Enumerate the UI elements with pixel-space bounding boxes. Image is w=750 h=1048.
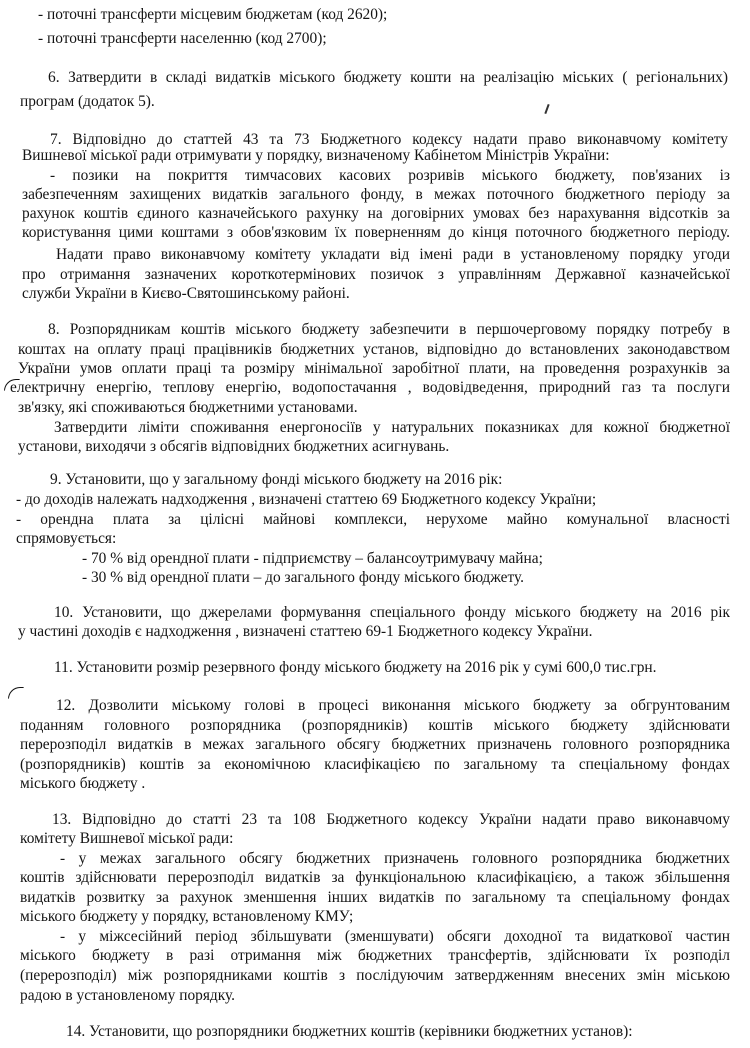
paragraph-line: міського бюджету .: [20, 775, 146, 792]
paragraph-line: Надати право виконавчому комітету укладати від імені ради в установленому порядку угоди: [56, 246, 730, 263]
paragraph-line: 7. Відповідно до статтей 43 та 73 Бюджетного кодексу надати право виконавчому комітету: [50, 131, 728, 148]
paragraph-line: України умов оплати праці та розміру мінімальної заробітної плати, на проведення розрахунків за: [18, 360, 730, 377]
paragraph-line: 14. Установити, що розпорядники бюджетних коштів (керівники бюджетних установ):: [66, 1023, 633, 1040]
pen-mark: [544, 104, 549, 114]
list-item: - до доходів належать надходження , визначені статтею 69 Бюджетного кодексу України;: [16, 491, 597, 508]
list-item: - у міжсесійний період збільшувати (зменшувати) обсяги доходної та видаткової частин: [60, 928, 730, 945]
paragraph-line: коштів здійснювати перерозподіл видатків за функціональною класифікацією, а також збільшення: [20, 869, 730, 886]
paragraph-line: зв'язку, які споживаються бюджетними установами.: [18, 399, 358, 416]
paragraph-line: 6. Затвердити в складі видатків міського бюджету кошти на реалізацію міських ( регіональних): [48, 69, 728, 86]
paragraph-line: Затвердити ліміти споживання енергоносіїв у натуральних показниках для кожної бюджетної: [54, 419, 730, 436]
paragraph-line: спрямовується:: [16, 530, 117, 547]
paragraph-line: (розпорядників) коштів за економічною класифікацією по загальному та спеціальному фондах: [20, 756, 730, 773]
paragraph-line: забезпеченням захищених видатків загального фонду, в межах поточного бюджетного періоду за: [22, 186, 730, 203]
paragraph-line: рахунок коштів єдиного казначейського рахунку на договірних умовах без нарахування відсотків за: [22, 205, 730, 222]
paragraph-line: перерозподіл видатків в межах загального обсягу бюджетних призначень головного розпорядника: [20, 736, 730, 753]
paragraph-line: поданням головного розпорядника (розпорядників) коштів міського бюджету здійснювати: [20, 717, 730, 734]
paragraph-line: міського бюджету у порядку, встановленому КМУ;: [20, 908, 354, 925]
list-item: - 30 % від орендної плати – до загального фонду міського бюджету.: [82, 569, 524, 586]
pen-mark: [4, 379, 20, 391]
paragraph-line: 11. Установити розмір резервного фонду міського бюджету на 2016 рік у сумі 600,0 тис.грн.: [54, 659, 657, 676]
paragraph-line: користування цими коштами з обов'язковим їх поверненням до кінця поточного бюджетного періоду.: [22, 224, 730, 241]
paragraph-line: - позики на покриття тимчасових касових розривів міського бюджету, пов'язаних із: [50, 167, 730, 184]
paragraph-line: комітету Вишневої міської ради:: [20, 830, 234, 847]
paragraph-line: 9. Установити, що у загальному фонді міського бюджету на 2016 рік:: [50, 471, 503, 488]
list-item: - 70 % від орендної плати - підприємству – балансоутримувачу майна;: [82, 550, 543, 567]
paragraph-line: про отримання зазначених короткотермінових позичок з управлінням Державної казначейської: [22, 266, 730, 283]
paragraph-line: радою в установленому порядку.: [20, 987, 236, 1004]
paragraph-line: програм (додаток 5).: [20, 93, 155, 110]
paragraph-line: у частині доходів є надходження , визначені статтею 69-1 Бюджетного кодексу України.: [18, 623, 593, 640]
paragraph-line: служби України в Києво-Святошинському районі.: [22, 285, 350, 302]
paragraph-line: електричну енергію, теплову енергію, водопостачання , водовідведення, природний газ та послуги: [10, 379, 730, 396]
paragraph-line: 13. Відповідно до статті 23 та 108 Бюджетного кодексу України надати право виконавчому: [52, 811, 730, 828]
paragraph-line: 12. Дозволити міському голові в процесі виконання міського бюджету за обгрунтованим: [56, 697, 730, 714]
list-item: - у межах загального обсягу бюджетних призначень головного розпорядника бюджетних: [60, 850, 730, 867]
paragraph-line: видатків розвитку за рахунок зменшення інших видатків по загальному та спеціальному фондах: [20, 889, 730, 906]
paragraph-line: (перерозподіл) між розпорядниками коштів з послідуючим затвердженням внесених змін міською: [20, 967, 730, 984]
paragraph-line: 8. Розпорядникам коштів міського бюджету забезпечити в першочерговому порядку потребу в: [48, 321, 730, 338]
list-item: - поточні трансферти населенню (код 2700);: [38, 30, 327, 47]
list-item: - поточні трансферти місцевим бюджетам (код 2620);: [38, 6, 388, 23]
paragraph-line: Вишневої міської ради отримувати у порядку, визначеному Кабінетом Міністрів України:: [22, 147, 610, 164]
paragraph-line: 10. Установити, що джерелами формування спеціального фонду міського бюджету на 2016 рік: [54, 604, 730, 621]
pen-mark: [8, 687, 24, 699]
list-item: - орендна плата за цілісні майнові комплекси, нерухоме майно комунальної власності: [16, 511, 730, 528]
paragraph-line: установи, виходячи з обсягів відповідних бюджетних асигнувань.: [18, 438, 450, 455]
paragraph-line: коштах на оплату праці працівників бюджетних установ, відповідно до встановлених законодавством: [18, 341, 730, 358]
paragraph-line: міського бюджету в разі отримання між бюджетних трансфертів, здійснювати їх розподіл: [20, 947, 730, 964]
